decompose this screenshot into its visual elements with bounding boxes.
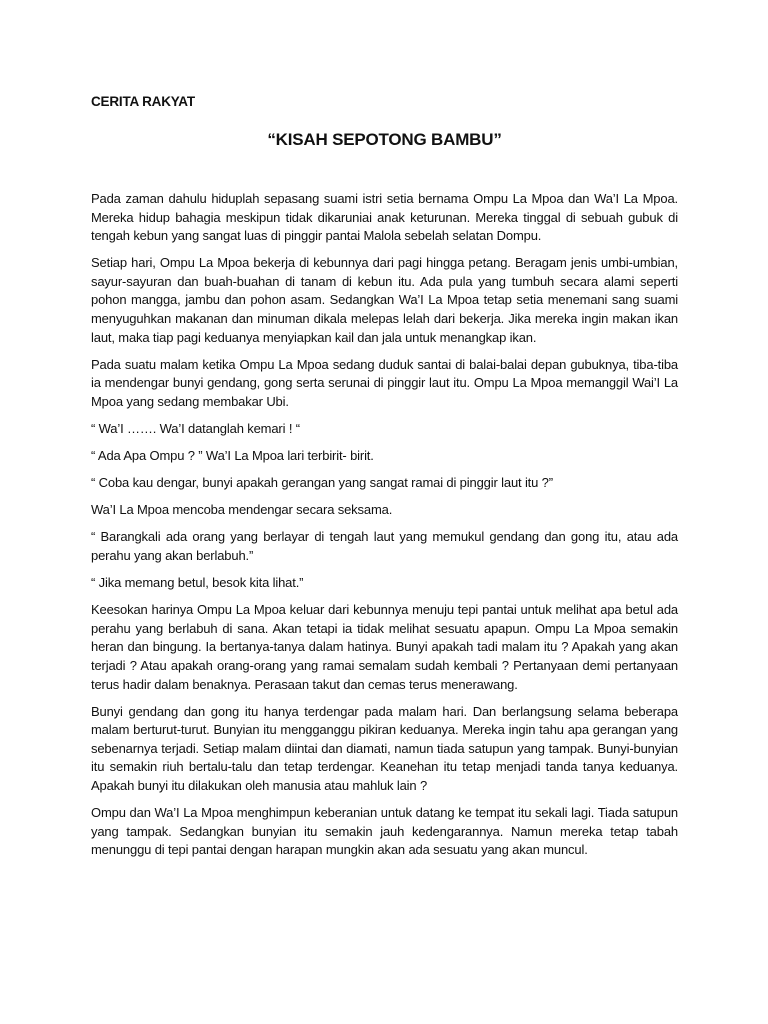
document-page	[91, 93, 678, 868]
dialogue-line-3: “ Coba kau dengar, bunyi apakah gerangan yang sangat ramai di pinggir laut itu ?”	[91, 475, 553, 491]
dialogue-line-2: “ Ada Apa Ompu ? ” Wa’I La Mpoa lari terbirit- birit.	[91, 448, 374, 464]
dialogue-line-1: “ Wa’I ……. Wa’I datanglah kemari ! “	[91, 421, 300, 437]
dialogue-line-5: “ Jika memang betul, besok kita lihat.”	[91, 575, 304, 591]
paragraph-4: Keesokan harinya Ompu La Mpoa keluar dari kebunnya menuju tepi pantai untuk melihat apa betul ada perahu yang berlabuh di sana. Akan tetapi ia tidak melihat sesuatu apapun. Ompu La Mpoa semakin heran dan bingung. Ia bertanya-tanya dalam hatinya. Bunyi apakah tadi malam itu ? Apakah yang akan terjadi ? Atau apakah orang-orang yang ramai semalam sudah kembali ? Pertanyaan demi pertanyaan terus hadir dalam benaknya. Perasaan takut dan cemas terus menerawang.	[91, 602, 678, 692]
paragraph-2: Setiap hari, Ompu La Mpoa bekerja di kebunnya dari pagi hingga petang. Beragam jenis umbi-umbian, sayur-sayuran dan buah-buahan di tanam di kebun itu. Ada pula yang tumbuh secara alami seperti pohon mangga, jambu dan pohon asam. Sedangkan Wa’I La Mpoa tetap setia menemani sang suami menyuguhkan makanan dan minuman dikala melepas lelah dari bekerja. Jika mereka ingin makan ikan laut, maka tiap pagi keduanya menyiapkan kail dan jala untuk menangkap ikan.	[91, 255, 678, 345]
paragraph-1: Pada zaman dahulu hiduplah sepasang suami istri setia bernama Ompu La Mpoa dan Wa’I La Mpoa. Mereka hidup bahagia meskipun tidak dikaruniai anak keturunan. Mereka tinggal di sebuah gubuk di tengah kebun yang sangat luas di pinggir pantai Malola sebelah selatan Dompu.	[91, 191, 678, 244]
genre-label: CERITA RAKYAT	[91, 94, 195, 109]
story-title: “KISAH SEPOTONG BAMBU”	[267, 130, 502, 149]
paragraph-5: Bunyi gendang dan gong itu hanya terdengar pada malam hari. Dan berlangsung selama beberapa malam berturut-turut. Bunyian itu mengganggu pikiran keduanya. Mereka ingin tahu apa gerangan yang sebenarnya terjadi. Setiap malam diintai dan diamati, namun tiada satupun yang tampak. Bunyi-bunyian itu semakin riuh bertalu-talu dan tetap terdengar. Keanehan itu tetap menjadi tanda tanya keduanya. Apakah bunyi itu dilakukan oleh manusia atau mahluk lain ?	[91, 703, 678, 794]
story-body	[91, 190, 678, 860]
dialogue-line-4: “ Barangkali ada orang yang berlayar di tengah laut yang memukul gendang dan gong itu, atau ada perahu yang akan berlabuh.”	[91, 529, 678, 563]
paragraph-3: Pada suatu malam ketika Ompu La Mpoa sedang duduk santai di balai-balai depan gubuknya, tiba-tiba ia mendengar bunyi gendang, gong serta serunai di pinggir laut itu. Ompu La Mpoa memanggil Wai’I La Mpoa yang sedang membakar Ubi.	[91, 356, 678, 409]
paragraph-6: Ompu dan Wa’I La Mpoa menghimpun keberanian untuk datang ke tempat itu sekali lagi. Tiada satupun yang tampak. Sedangkan bunyian itu semakin jauh kedengarannya. Namun mereka tetap tabah menunggu di tepi pantai dengan harapan mungkin akan ada sesuatu yang akan muncul.	[91, 805, 678, 858]
narration-line: Wa’I La Mpoa mencoba mendengar secara seksama.	[91, 502, 393, 518]
